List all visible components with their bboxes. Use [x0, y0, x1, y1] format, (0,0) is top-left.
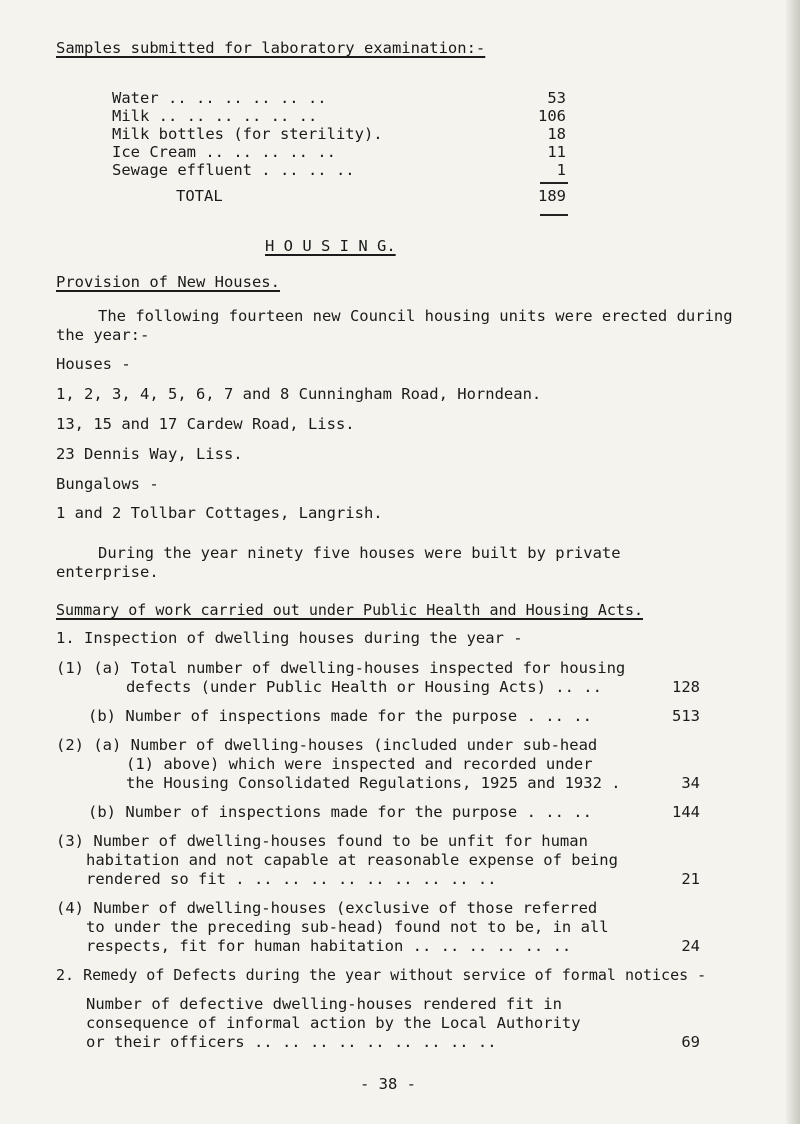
sample-value-milk-bottles: 18: [547, 125, 566, 143]
item-3-value: 21: [681, 870, 700, 888]
sample-value-sewage: 1: [556, 161, 566, 179]
sample-value-ice-cream: 11: [547, 143, 566, 161]
provision-paragraph-line1: The following fourteen new Council housing units were erected during: [98, 307, 733, 325]
item-3-line2: habitation and not capable at reasonable expense of being: [86, 851, 618, 869]
page-number: - 38 -: [360, 1075, 416, 1093]
item-2a-line1: (2) (a) Number of dwelling-houses (included under sub-head: [56, 736, 598, 754]
item-3-line3: rendered so fit . .. .. .. .. .. .. .. .. ..: [86, 870, 497, 888]
item-1a-value: 128: [672, 678, 700, 696]
sample-label-water: Water .. .. .. .. .. ..: [112, 89, 327, 107]
houses-label: Houses -: [56, 355, 131, 373]
summary-heading: Summary of work carried out under Public Health and Housing Acts.: [56, 601, 643, 619]
sample-label-sewage: Sewage effluent . .. .. ..: [112, 161, 355, 179]
sample-value-milk: 106: [538, 107, 566, 125]
section2-value: 69: [681, 1033, 700, 1051]
item-3-line1: (3) Number of dwelling-houses found to be unfit for human: [56, 832, 588, 850]
total-rule: [540, 182, 568, 184]
item-4-line2: to under the preceding sub-head) found not to be, in all: [86, 918, 609, 936]
section2-line3: or their officers .. .. .. .. .. .. .. .. ..: [86, 1033, 497, 1051]
item-1a-line1: (1) (a) Total number of dwelling-houses inspected for housing: [56, 659, 626, 677]
sample-label-milk-bottles: Milk bottles (for sterility).: [112, 125, 383, 143]
item-1b-line: (b) Number of inspections made for the purpose . .. ..: [88, 707, 592, 725]
total-value: 189: [538, 187, 566, 205]
item-2b-line: (b) Number of inspections made for the purpose . .. ..: [88, 803, 592, 821]
provision-heading: Provision of New Houses.: [56, 273, 280, 291]
private-paragraph-line1: During the year ninety five houses were built by private: [98, 544, 621, 562]
item-2a-line3: the Housing Consolidated Regulations, 1925 and 1932 .: [126, 774, 621, 792]
houses-item: 23 Dennis Way, Liss.: [56, 445, 243, 463]
item-1b-value: 513: [672, 707, 700, 725]
housing-title: H O U S I N G.: [265, 237, 396, 255]
item-1a-line2: defects (under Public Health or Housing Acts) .. ..: [126, 678, 602, 696]
sample-value-water: 53: [547, 89, 566, 107]
private-paragraph-line2: enterprise.: [56, 563, 159, 581]
houses-item: 1, 2, 3, 4, 5, 6, 7 and 8 Cunningham Road, Horndean.: [56, 385, 542, 403]
section2-line1: Number of defective dwelling-houses rendered fit in: [86, 995, 562, 1013]
samples-heading: Samples submitted for laboratory examination:-: [56, 39, 486, 57]
sample-label-ice-cream: Ice Cream .. .. .. .. ..: [112, 143, 336, 161]
section1-title: 1. Inspection of dwelling houses during the year -: [56, 629, 523, 647]
total-double-rule: [540, 214, 568, 216]
total-label: TOTAL: [176, 187, 223, 205]
houses-item: 13, 15 and 17 Cardew Road, Liss.: [56, 415, 355, 433]
item-4-value: 24: [681, 937, 700, 955]
item-2b-value: 144: [672, 803, 700, 821]
section2-title: 2. Remedy of Defects during the year without service of formal notices -: [56, 966, 707, 984]
item-4-line3: respects, fit for human habitation .. .. .. .. .. ..: [86, 937, 572, 955]
item-2a-line2: (1) above) which were inspected and recorded under: [126, 755, 593, 773]
item-4-line1: (4) Number of dwelling-houses (exclusive of those referred: [56, 899, 598, 917]
page-edge-shadow: [786, 0, 800, 1124]
item-2a-value: 34: [681, 774, 700, 792]
section2-line2: consequence of informal action by the Local Authority: [86, 1014, 581, 1032]
bungalows-item: 1 and 2 Tollbar Cottages, Langrish.: [56, 504, 383, 522]
sample-label-milk: Milk .. .. .. .. .. ..: [112, 107, 318, 125]
bungalows-label: Bungalows -: [56, 475, 159, 493]
provision-paragraph-line2: the year:-: [56, 326, 150, 344]
